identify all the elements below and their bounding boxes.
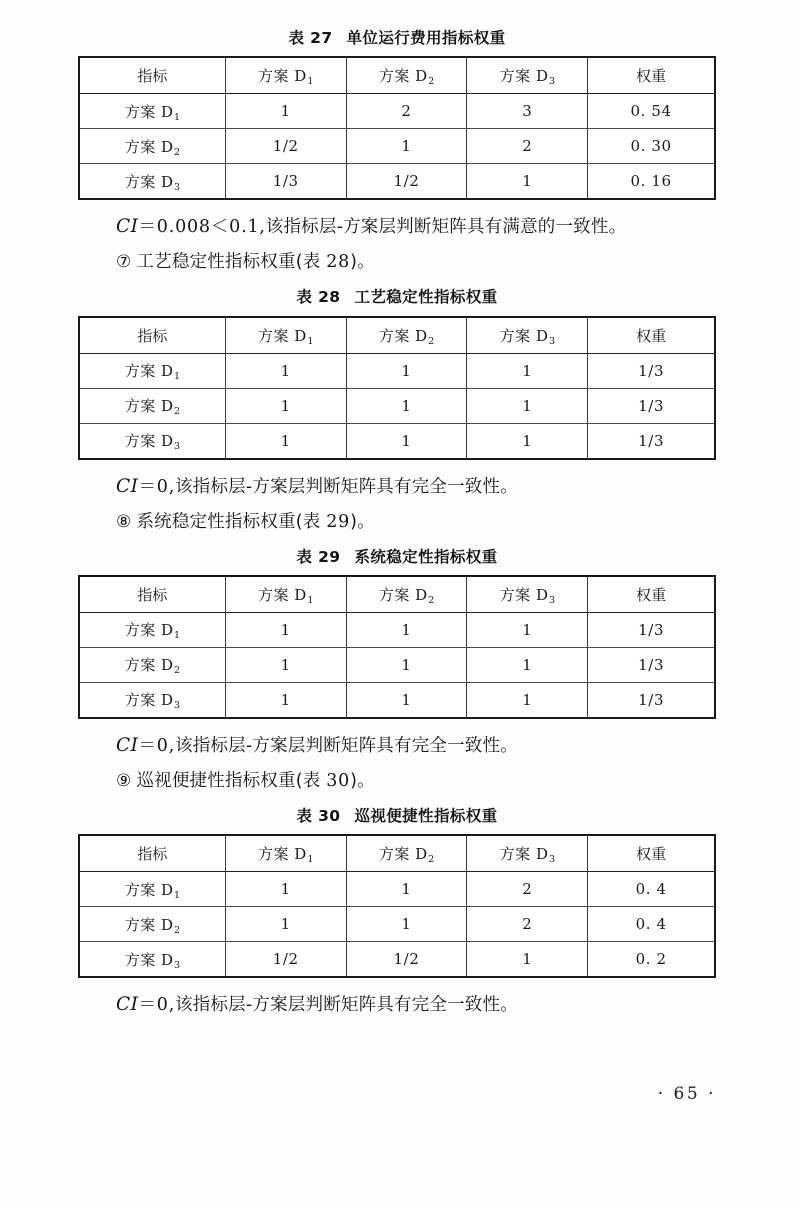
table-29-r2c1: 1 (225, 647, 346, 682)
table-28 (78, 316, 716, 460)
table-29-r2c3: 1 (467, 647, 588, 682)
table-28-r3c3: 1 (467, 423, 588, 459)
table-28-header-d2: 方案 $D_2$ (346, 317, 467, 354)
table-28-r2c3: 1 (467, 388, 588, 423)
table-27-r2c3: 2 (467, 129, 588, 164)
ci-conclusion-2: 该指标层-方案层判断矩阵具有完全一致性。 (175, 476, 518, 497)
table-29-header-d1: 方案 $D_1$ (225, 576, 346, 613)
list-item-7-text: 工艺稳定性指标权重(表 (136, 252, 321, 273)
table-27-r2c4: 0. 30 (588, 129, 715, 164)
list-item-9-tail: )。 (350, 770, 375, 791)
table-27-r3c4: 0. 16 (588, 164, 715, 200)
list-item-9-text: 巡视便捷性指标权重(表 (136, 770, 321, 791)
table-29-r1c3: 1 (467, 612, 588, 647)
table-29-header-weight: 权重 (588, 576, 715, 613)
list-item-7-tail: )。 (350, 252, 375, 273)
table-29-caption-title: 系统稳定性指标权重 (354, 547, 498, 566)
list-item-7-ref: 28 (326, 252, 351, 273)
table-29-r2c2: 1 (346, 647, 467, 682)
table-28-r1c3: 1 (467, 353, 588, 388)
table-27 (78, 56, 716, 200)
list-item-9-ref: 30 (326, 770, 351, 791)
table-row (79, 647, 715, 682)
ci-conclusion-3: 该指标层-方案层判断矩阵具有完全一致性。 (175, 735, 518, 756)
table-27-header-indicator: 指标 (79, 57, 225, 94)
ci-symbol: CI (116, 216, 139, 238)
page-number: · 65 · (657, 1084, 716, 1104)
table-row (79, 907, 715, 942)
table-28-header-row (79, 317, 715, 354)
table-27-row2-label: 方案 $D_2$ (79, 129, 225, 164)
table-29-r3c3: 1 (467, 682, 588, 718)
table-30-header-d2: 方案 $D_2$ (346, 835, 467, 872)
table-28-row1-label: 方案 $D_1$ (79, 353, 225, 388)
table-29 (78, 575, 716, 719)
table-28-caption (78, 286, 716, 315)
table-28-r3c4: 1/3 (588, 423, 715, 459)
table-row (79, 612, 715, 647)
table-27-row1-label: 方案 $D_1$ (79, 94, 225, 129)
table-row (79, 942, 715, 978)
table-30-r3c2: 1/2 (346, 942, 467, 978)
table-30-r2c3: 2 (467, 907, 588, 942)
table-28-header-d1: 方案 $D_1$ (225, 317, 346, 354)
table-30-caption (78, 805, 716, 834)
ci-value-1: ＝0.008＜0.1, (138, 217, 266, 238)
table-27-header-d3: 方案 $D_3$ (467, 57, 588, 94)
ci-symbol: CI (116, 734, 139, 756)
table-30-r3c1: 1/2 (225, 942, 346, 978)
table-27-header-weight: 权重 (588, 57, 715, 94)
table-29-row2-label: 方案 $D_2$ (79, 647, 225, 682)
list-item-7 (78, 245, 716, 280)
table-row (79, 164, 715, 200)
table-28-r2c2: 1 (346, 388, 467, 423)
table-29-r2c4: 1/3 (588, 647, 715, 682)
table-30-row2-label: 方案 $D_2$ (79, 907, 225, 942)
table-27-header-row (79, 57, 715, 94)
table-29-header-d2: 方案 $D_2$ (346, 576, 467, 613)
table-27-r3c3: 1 (467, 164, 588, 200)
ci-conclusion-1-tail: 性。 (590, 217, 627, 238)
table-row (79, 129, 715, 164)
list-item-9 (78, 764, 716, 799)
table-30-r2c1: 1 (225, 907, 346, 942)
table-30-caption-number: 表 30 (296, 806, 341, 825)
table-28-r1c1: 1 (225, 353, 346, 388)
table-28-caption-title: 工艺稳定性指标权重 (354, 288, 498, 307)
page-content (78, 0, 716, 1023)
table-27-caption (78, 27, 716, 56)
table-29-caption-number: 表 29 (296, 547, 341, 566)
table-29-r1c1: 1 (225, 612, 346, 647)
table-28-caption-number: 表 28 (296, 288, 341, 307)
table-28-header-indicator: 指标 (79, 317, 225, 354)
ci-value-3: ＝0, (138, 735, 176, 756)
table-29-r3c1: 1 (225, 682, 346, 718)
table-row (79, 872, 715, 907)
table-30-r3c4: 0. 2 (588, 942, 715, 978)
ci-symbol: CI (116, 475, 139, 497)
table-29-header-row (79, 576, 715, 613)
ci-symbol: CI (116, 994, 139, 1015)
ci-value-2: ＝0, (138, 476, 176, 497)
circled-number-8: ⑧ (116, 511, 132, 532)
table-30-r1c2: 1 (346, 872, 467, 907)
table-row (79, 94, 715, 129)
table-28-r3c2: 1 (346, 423, 467, 459)
table-30 (78, 834, 716, 978)
table-30-r1c4: 0. 4 (588, 872, 715, 907)
paragraph-ci-1 (0, 209, 716, 245)
table-27-r3c2: 1/2 (346, 164, 467, 200)
table-30-r3c3: 1 (467, 942, 588, 978)
list-item-8-text: 系统稳定性指标权重(表 (136, 511, 321, 532)
table-row (79, 388, 715, 423)
paragraph-ci-4 (78, 987, 716, 1023)
table-27-header-d2: 方案 $D_2$ (346, 57, 467, 94)
circled-number-9: ⑨ (116, 770, 132, 791)
table-29-r3c2: 1 (346, 682, 467, 718)
table-27-r3c1: 1/3 (225, 164, 346, 200)
table-29-row3-label: 方案 $D_3$ (79, 682, 225, 718)
table-30-r2c4: 0. 4 (588, 907, 715, 942)
table-27-row3-label: 方案 $D_3$ (79, 164, 225, 200)
table-row (79, 682, 715, 718)
table-30-header-d1: 方案 $D_1$ (225, 835, 346, 872)
table-27-r1c2: 2 (346, 94, 467, 129)
table-29-header-indicator: 指标 (79, 576, 225, 613)
table-30-header-indicator: 指标 (79, 835, 225, 872)
table-30-row3-label: 方案 $D_3$ (79, 942, 225, 978)
list-item-8-ref: 29 (326, 511, 351, 532)
table-30-row1-label: 方案 $D_1$ (79, 872, 225, 907)
ci-value-4: ＝0, (138, 995, 176, 1015)
table-27-r1c4: 0. 54 (588, 94, 715, 129)
table-29-row1-label: 方案 $D_1$ (79, 612, 225, 647)
table-28-r2c4: 1/3 (588, 388, 715, 423)
table-27-r2c1: 1/2 (225, 129, 346, 164)
table-row (79, 353, 715, 388)
table-27-r2c2: 1 (346, 129, 467, 164)
paragraph-ci-2 (78, 469, 716, 505)
table-29-r3c4: 1/3 (588, 682, 715, 718)
table-28-r3c1: 1 (225, 423, 346, 459)
table-29-r1c2: 1 (346, 612, 467, 647)
table-28-r1c2: 1 (346, 353, 467, 388)
table-29-caption (78, 546, 716, 575)
ci-conclusion-1: 该指标层-方案层判断矩阵具有满意的一致 (265, 217, 591, 238)
table-28-r1c4: 1/3 (588, 353, 715, 388)
paragraph-ci-3 (78, 728, 716, 764)
table-29-r1c4: 1/3 (588, 612, 715, 647)
table-30-r1c3: 2 (467, 872, 588, 907)
list-item-8-tail: )。 (350, 511, 375, 532)
list-item-8 (78, 505, 716, 540)
table-27-header-d1: 方案 $D_1$ (225, 57, 346, 94)
table-28-row2-label: 方案 $D_2$ (79, 388, 225, 423)
table-30-r1c1: 1 (225, 872, 346, 907)
table-30-r2c2: 1 (346, 907, 467, 942)
table-28-r2c1: 1 (225, 388, 346, 423)
table-28-row3-label: 方案 $D_3$ (79, 423, 225, 459)
table-27-caption-number: 表 27 (288, 29, 333, 47)
table-30-header-row (79, 835, 715, 872)
table-30-caption-title: 巡视便捷性指标权重 (354, 806, 498, 825)
table-row (79, 423, 715, 459)
circled-number-7: ⑦ (116, 252, 132, 273)
ci-conclusion-4: 该指标层-方案层判断矩阵具有完全一致性。 (175, 995, 518, 1015)
table-29-header-d3: 方案 $D_3$ (467, 576, 588, 613)
table-27-r1c3: 3 (467, 94, 588, 129)
table-27-caption-title: 单位运行费用指标权重 (346, 29, 506, 47)
table-28-header-weight: 权重 (588, 317, 715, 354)
table-28-header-d3: 方案 $D_3$ (467, 317, 588, 354)
table-30-header-weight: 权重 (588, 835, 715, 872)
table-27-r1c1: 1 (225, 94, 346, 129)
table-30-header-d3: 方案 $D_3$ (467, 835, 588, 872)
